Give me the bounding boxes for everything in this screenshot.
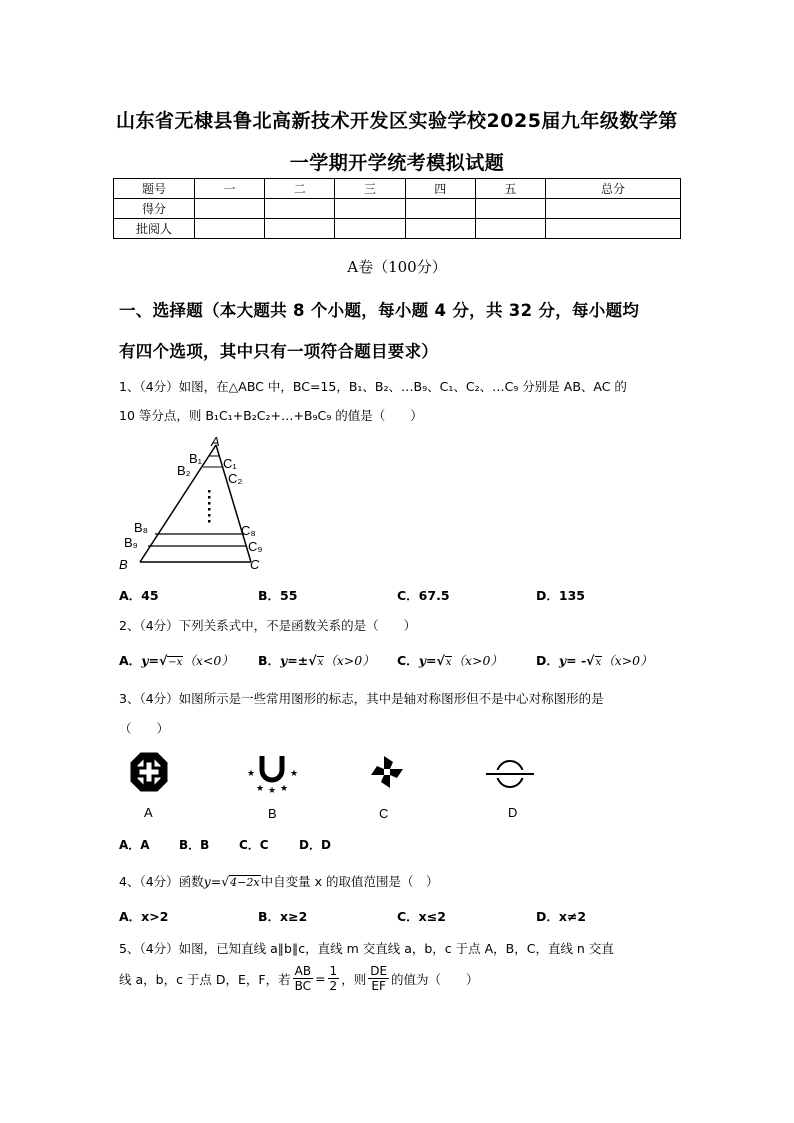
label-c1: C₁ <box>223 456 237 471</box>
score-cell[interactable] <box>265 219 335 239</box>
score-header-cell: 三 <box>335 179 405 199</box>
section1-heading-line2: 有四个选项，其中只有一项符合题目要求） <box>119 342 439 361</box>
score-table <box>113 178 681 239</box>
score-cell[interactable] <box>475 199 545 219</box>
score-cell[interactable] <box>195 219 265 239</box>
q3-stem-line2: （ ） <box>119 721 170 736</box>
q2-option-a[interactable]: A．y=√−x（x<0） <box>119 653 234 668</box>
star-icon: ★ <box>280 784 289 794</box>
score-header-cell: 题号 <box>114 179 195 199</box>
q2-option-b[interactable]: B．y=±√x（x>0） <box>258 653 375 668</box>
section1-heading-line1: 一、选择题（本大题共 8 个小题，每小题 4 分，共 32 分，每小题均 <box>119 301 640 320</box>
score-header-cell: 一 <box>195 179 265 199</box>
score-header-cell: 总分 <box>546 179 681 199</box>
label-c: C <box>250 557 260 572</box>
q3-option-a[interactable]: A．A <box>119 838 150 852</box>
q3-logos-figure <box>120 750 560 826</box>
score-header-cell: 四 <box>405 179 475 199</box>
q4-option-a[interactable]: A．x>2 <box>119 909 169 924</box>
score-cell[interactable] <box>195 199 265 219</box>
q2-option-c[interactable]: C．y=√x（x>0） <box>397 653 503 668</box>
star-icon: ★ <box>268 786 277 796</box>
score-cell[interactable] <box>546 219 681 239</box>
score-cell[interactable] <box>405 199 475 219</box>
label-b: B <box>119 557 128 572</box>
volume-title: A卷（100分） <box>347 258 447 276</box>
label-b2: B₂ <box>177 463 191 478</box>
label-b9: B₉ <box>124 535 138 550</box>
paper-title-line2: 一学期开学统考模拟试题 <box>289 152 505 174</box>
q2-stem: 2、（4分）下列关系式中，不是函数关系的是（ ） <box>119 618 417 633</box>
fraction-de-ef: $\frac{DE}{EF}$ <box>370 964 388 993</box>
score-cell[interactable] <box>475 219 545 239</box>
q3-option-b[interactable]: B．B <box>179 838 210 852</box>
score-header-cell: 二 <box>265 179 335 199</box>
logo-label-c: C <box>379 806 389 821</box>
q3-option-d[interactable]: D．D <box>299 838 331 852</box>
score-row-label: 批阅人 <box>114 219 195 239</box>
q1-option-b[interactable]: B．55 <box>258 588 298 603</box>
score-cell[interactable] <box>546 199 681 219</box>
label-c2: C₂ <box>228 471 243 486</box>
score-table-header-row <box>114 179 681 199</box>
q3-option-c[interactable]: C．C <box>239 838 269 852</box>
logo-label-b: B <box>268 806 277 821</box>
score-table-row <box>114 199 681 219</box>
logo-label-d: D <box>508 805 518 820</box>
score-cell[interactable] <box>265 199 335 219</box>
score-cell[interactable] <box>405 219 475 239</box>
score-row-label: 得分 <box>114 199 195 219</box>
score-header-cell: 五 <box>475 179 545 199</box>
q2-option-d[interactable]: D．y= -√x（x>0） <box>536 653 653 668</box>
logo-label-a: A <box>144 805 153 820</box>
logo-c-pinwheel-icon <box>371 756 403 788</box>
q1-triangle-figure <box>115 436 275 572</box>
q5-stem-line2: 线 a，b，c 于点 D，E，F，若 $\frac{AB}{BC}$ = $\frac{1}{2}$ ，则 $\frac{DE}{EF}$ 的值为（ ） <box>119 964 479 993</box>
score-table-row <box>114 219 681 239</box>
logo-a-cross-icon <box>134 756 164 788</box>
q5-stem-line1: 5、（4分）如图，已知直线 a∥b∥c，直线 m 交直线 a，b，c 于点 A，B，C，直线 n 交直 <box>119 941 614 956</box>
logo-d-circle-line-icon <box>485 761 537 787</box>
star-icon: ★ <box>247 769 256 779</box>
q4-option-d[interactable]: D．x≠2 <box>536 909 587 924</box>
q1-option-c[interactable]: C．67.5 <box>397 588 450 603</box>
fraction-one-half: $\frac{1}{2}$ <box>329 964 338 993</box>
q1-stem-line1: 1、（4分）如图，在△ABC 中，BC=15，B₁、B₂、…B₉、C₁、C₂、…C₉ 分别是 AB、AC 的 <box>119 379 627 394</box>
logo-b-magnet-icon <box>247 756 298 796</box>
q4-option-c[interactable]: C．x≤2 <box>397 909 446 924</box>
q1-option-d[interactable]: D．135 <box>536 588 585 603</box>
label-b1: B₁ <box>189 451 203 466</box>
score-cell[interactable] <box>335 219 405 239</box>
star-icon: ★ <box>290 769 299 779</box>
paper-title-line1: 山东省无棣县鲁北高新技术开发区实验学校2025届九年级数学第 <box>116 110 678 132</box>
q1-stem-line2: 10 等分点，则 B₁C₁+B₂C₂+…+B₉C₉ 的值是（ ） <box>119 408 423 423</box>
score-cell[interactable] <box>335 199 405 219</box>
label-c9: C₉ <box>248 539 263 554</box>
label-c8: C₈ <box>241 523 256 538</box>
fraction-ab-bc: $\frac{AB}{BC}$ <box>294 964 312 993</box>
q4-stem: 4、（4分）函数y=√4−2x中自变量 x 的取值范围是（ ） <box>119 874 439 889</box>
label-b8: B₈ <box>134 520 149 535</box>
star-icon: ★ <box>256 784 265 794</box>
q4-option-b[interactable]: B．x≥2 <box>258 909 308 924</box>
q1-option-a[interactable]: A．45 <box>119 588 159 603</box>
label-a: A <box>211 436 220 449</box>
q3-stem-line1: 3、（4分）如图所示是一些常用图形的标志，其中是轴对称图形但不是中心对称图形的是 <box>119 691 604 706</box>
